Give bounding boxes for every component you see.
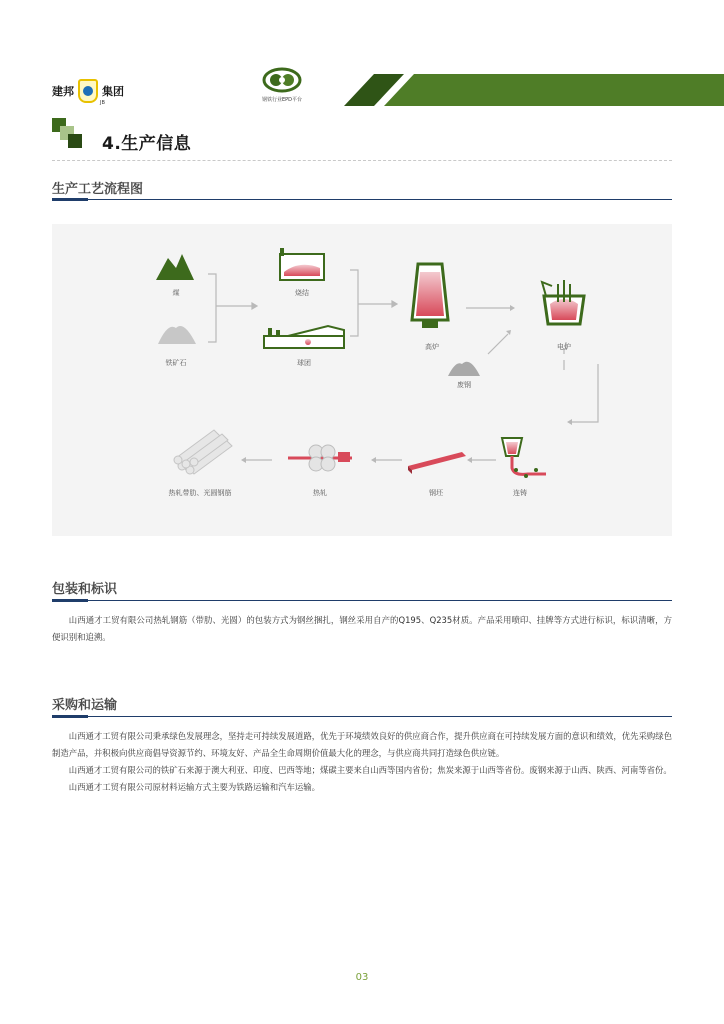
continuous-casting-icon [502,438,546,478]
node-label-product: 热轧带肋、光圆钢筋 [168,489,232,497]
sinter-plant-icon [280,248,324,280]
node-label-blast-furnace: 高炉 [425,343,439,351]
node-label-electric-furnace: 电炉 [557,343,571,351]
merge-arrow-1 [208,274,257,342]
node-label-scrap: 废钢 [457,381,471,389]
rolling-to-product-arrow [241,457,272,463]
process-flow-graphic [52,224,672,536]
rebar-bundle-icon [174,430,232,474]
company-logo [52,79,124,103]
node-label-rolling: 热轧 [313,489,327,497]
eaf-to-casting-connector [572,364,598,422]
bf-to-eaf-arrow [466,305,515,311]
node-label-ore: 铁矿石 [165,359,187,367]
node-label-coal: 煤 [172,289,180,297]
page-header [0,0,724,110]
epd-caption: 钢铁行业EPD平台 [261,97,303,103]
process-flow-diagram [52,224,672,536]
pellet-plant-icon [264,326,344,348]
page-number: 03 [355,972,369,983]
node-label-pellet: 球团 [297,359,311,367]
shield-icon [78,79,98,103]
procurement-rule [52,716,672,717]
blast-furnace-icon [412,264,448,328]
flow-chart-title: 生产工艺流程图 [52,182,144,197]
casting-to-billet-arrow [467,457,496,463]
rolling-mill-icon [288,445,352,471]
packaging-rule [52,600,672,601]
procurement-text [52,728,672,796]
header-stripes [324,74,724,106]
billet-to-rolling-arrow [371,457,402,463]
packaging-text [52,612,672,646]
brand-sub-text: JB [100,100,105,106]
section-icon [52,118,82,148]
brand-right-text: 集团 [102,85,124,98]
node-label-billet: 钢坯 [429,489,443,497]
procurement-paragraph-1: 山西通才工贸有限公司秉承绿色发展理念，坚持走可持续发展道路，优先于环境绩效良好的供应商合作，提升供应商在可持续发展方面的意识和绩效，优先采购绿色制造产品，并积极向供应商倡导资源节约、环境友好、产品全生命周期价值最大化的理念，与供应商共同打造绿色供应链。 [52,731,672,758]
scrap-to-eaf-arrow [488,330,511,354]
brand-left-text: 建邦 [52,85,74,98]
procurement-paragraph-3: 山西通才工贸有限公司原材料运输方式主要为铁路运输和汽车运输。 [68,782,321,792]
section-title: 4.生产信息 [102,134,192,154]
scrap-icon [448,362,480,376]
electric-furnace-icon [542,280,584,324]
coal-icon [156,254,194,280]
flow-chart-rule [52,199,672,200]
ore-icon [158,326,196,344]
node-label-sinter: 烧结 [295,289,309,297]
section-divider [52,160,672,161]
packaging-paragraph: 山西通才工贸有限公司热轧钢筋（带肋、光圆）的包装方式为钢丝捆扎，钢丝采用自产的Q195、Q235材质。产品采用喷印、挂牌等方式进行标识，标识清晰，方便识别和追溯。 [52,615,672,642]
merge-arrow-2 [350,270,397,336]
billet-icon [408,452,466,474]
procurement-paragraph-2: 山西通才工贸有限公司的铁矿石来源于澳大利亚、印度、巴西等地；煤碳主要来自山西等国内省份；焦炭来源于山西等省份。废钢来源于山西、陕西、河南等省份。 [68,765,672,775]
node-label-casting: 连铸 [513,489,527,497]
eaf-to-casting-arrowhead [567,419,572,425]
procurement-title: 采购和运输 [52,698,118,713]
packaging-title: 包装和标识 [52,582,118,597]
